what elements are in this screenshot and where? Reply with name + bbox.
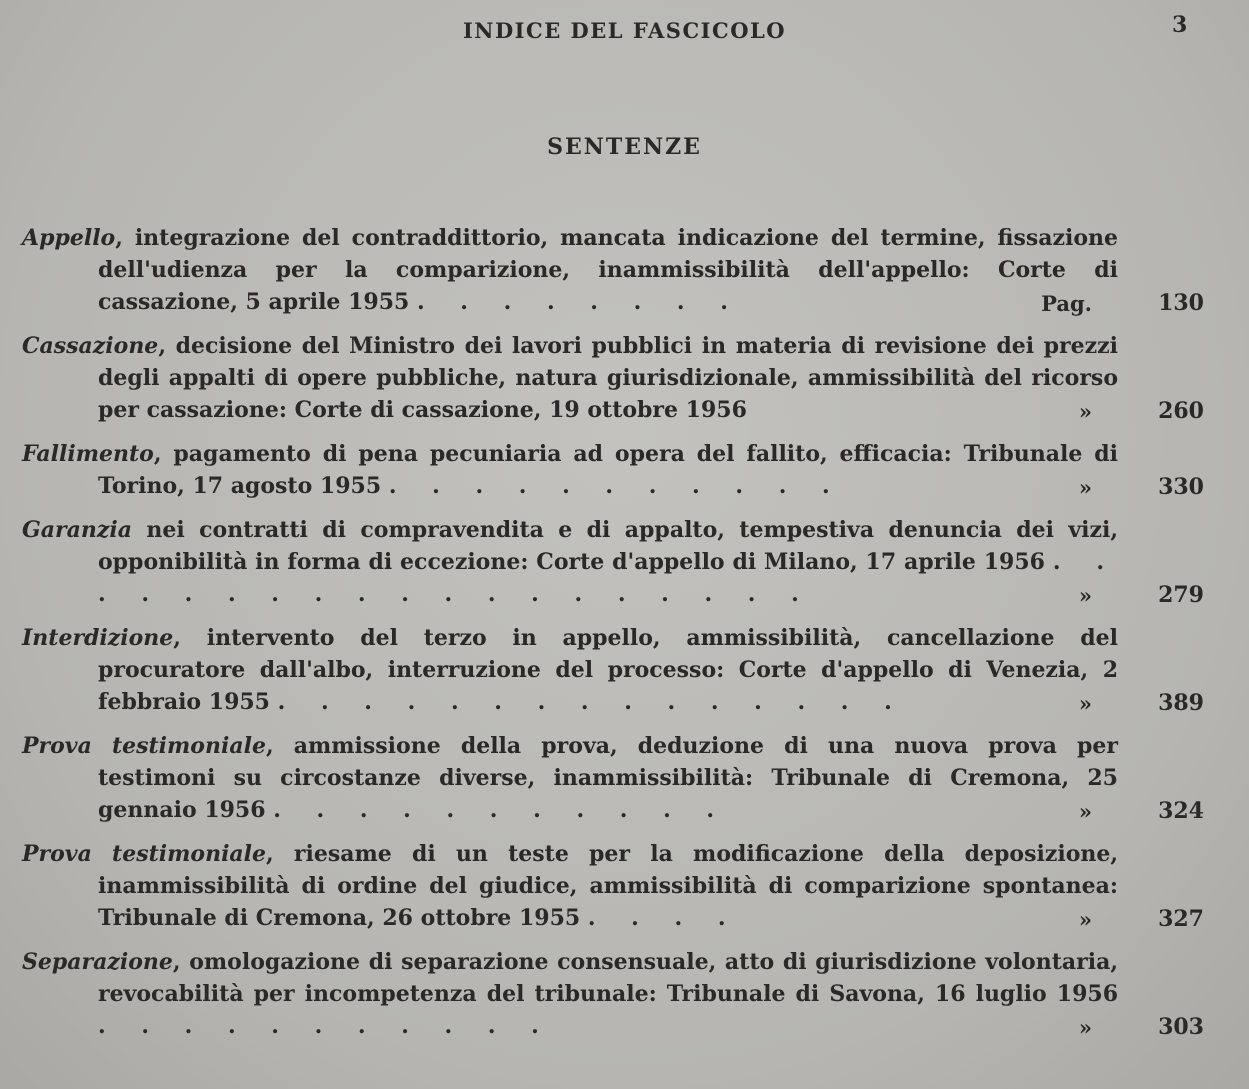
entry-subject: Appello xyxy=(22,225,116,251)
page-ref-label: » xyxy=(1078,799,1092,824)
leader-dots: . . . . . . . . . . . xyxy=(273,797,729,823)
section-title: SENTENZE xyxy=(547,134,702,160)
page-ref-label: » xyxy=(1078,583,1092,608)
entry-text xyxy=(22,330,1118,426)
entry-description: , integrazione del contraddittorio, mancata indicazione del termine, fissazione dell'udienza per la comparizione, inammissibilità dell'appello: Corte di cassazione, 5 aprile 1955 xyxy=(98,225,1118,315)
page-ref-number: 279 xyxy=(1158,582,1204,608)
leader-dots: . . . . . . . . . . . xyxy=(98,1013,553,1039)
index-entry xyxy=(22,730,1232,826)
index-entries xyxy=(22,222,1232,1054)
page-ref-label: » xyxy=(1078,907,1092,932)
entry-text xyxy=(22,730,1118,826)
page-ref-number: 327 xyxy=(1158,906,1204,932)
page-ref-number: 130 xyxy=(1158,290,1204,316)
entry-description: , omologazione di separazione consensuale, atto di giurisdizione volontaria, revocabilità per incompetenza del tribunale: Tribunale di Savona, 16 luglio 1956 xyxy=(98,949,1118,1007)
running-head: INDICE DEL FASCICOLO xyxy=(462,18,787,43)
entry-text xyxy=(22,946,1118,1042)
page-ref-label: » xyxy=(1078,691,1092,716)
page-number: 3 xyxy=(1172,12,1188,38)
leader-dots: . . . . . . . . . . . xyxy=(388,473,844,499)
leader-dots: . . . . xyxy=(587,905,740,931)
page-ref-label: Pag. xyxy=(1041,291,1092,316)
entry-subject: Prova testimoniale xyxy=(22,841,267,867)
entry-subject: Interdizione xyxy=(22,625,174,651)
index-entry xyxy=(22,946,1232,1042)
index-entry xyxy=(22,438,1232,502)
index-entry xyxy=(22,330,1232,426)
leader-dots: . . . . . . . . xyxy=(416,289,742,315)
entry-text xyxy=(22,222,1118,318)
page-ref-label: » xyxy=(1078,399,1092,424)
page-ref-number: 303 xyxy=(1158,1014,1204,1040)
entry-description: , decisione del Ministro dei lavori pubblici in materia di revisione dei prezzi degli appalti di opere pubbliche, natura giurisdizionale, ammissibilità del ricorso per cassazione: Corte di cassazione, 19 ottobre 1956 xyxy=(98,333,1118,423)
index-entry xyxy=(22,622,1232,718)
page-ref-label: » xyxy=(1078,475,1092,500)
index-entry xyxy=(22,838,1232,934)
entry-text xyxy=(22,514,1118,610)
page-ref-number: 330 xyxy=(1158,474,1204,500)
entry-description: , pagamento di pena pecuniaria ad opera del fallito, efficacia: Tribunale di Torino, 17 agosto 1955 xyxy=(98,441,1118,499)
entry-subject: Separazione xyxy=(22,949,173,975)
entry-text xyxy=(22,838,1118,934)
entry-text xyxy=(22,622,1118,718)
leader-dots: . . . . . . . . . . . . . . . xyxy=(277,689,906,715)
page-ref-label: » xyxy=(1078,1015,1092,1040)
entry-subject: Fallimento xyxy=(22,441,154,467)
entry-description: , ammissione della prova, deduzione di una nuova prova per testimoni su circostanze diverse, inammissibilità: Tribunale di Cremona, 25 gennaio 1956 xyxy=(98,733,1118,823)
page-ref-number: 324 xyxy=(1158,798,1204,824)
page-ref-number: 260 xyxy=(1158,398,1204,424)
entry-description: nei contratti di compravendita e di appalto, tempestiva denuncia dei vizi, opponibilità in forma di eccezione: Corte d'appello di Milano, 17 aprile 1956 xyxy=(98,517,1118,575)
entry-description: , riesame di un teste per la modificazione della deposizione, inammissibilità di ordine del giudice, ammissibilità di comparizione spontanea: Tribunale di Cremona, 26 ottobre 1955 xyxy=(98,841,1119,931)
entry-text xyxy=(22,438,1118,502)
entry-subject: Garanzia xyxy=(22,517,132,543)
index-entry xyxy=(22,222,1232,318)
leader-dots: . . . . . . . . . . . . . . . . . . . xyxy=(98,549,1118,607)
entry-subject: Cassazione xyxy=(22,333,159,359)
entry-description: , intervento del terzo in appello, ammissibilità, cancellazione del procuratore dall'albo, interruzione del processo: Corte d'appello di Venezia, 2 febbraio 1955 xyxy=(98,625,1118,715)
entry-subject: Prova testimoniale xyxy=(22,733,266,759)
page-ref-number: 389 xyxy=(1158,690,1204,716)
index-entry xyxy=(22,514,1232,610)
